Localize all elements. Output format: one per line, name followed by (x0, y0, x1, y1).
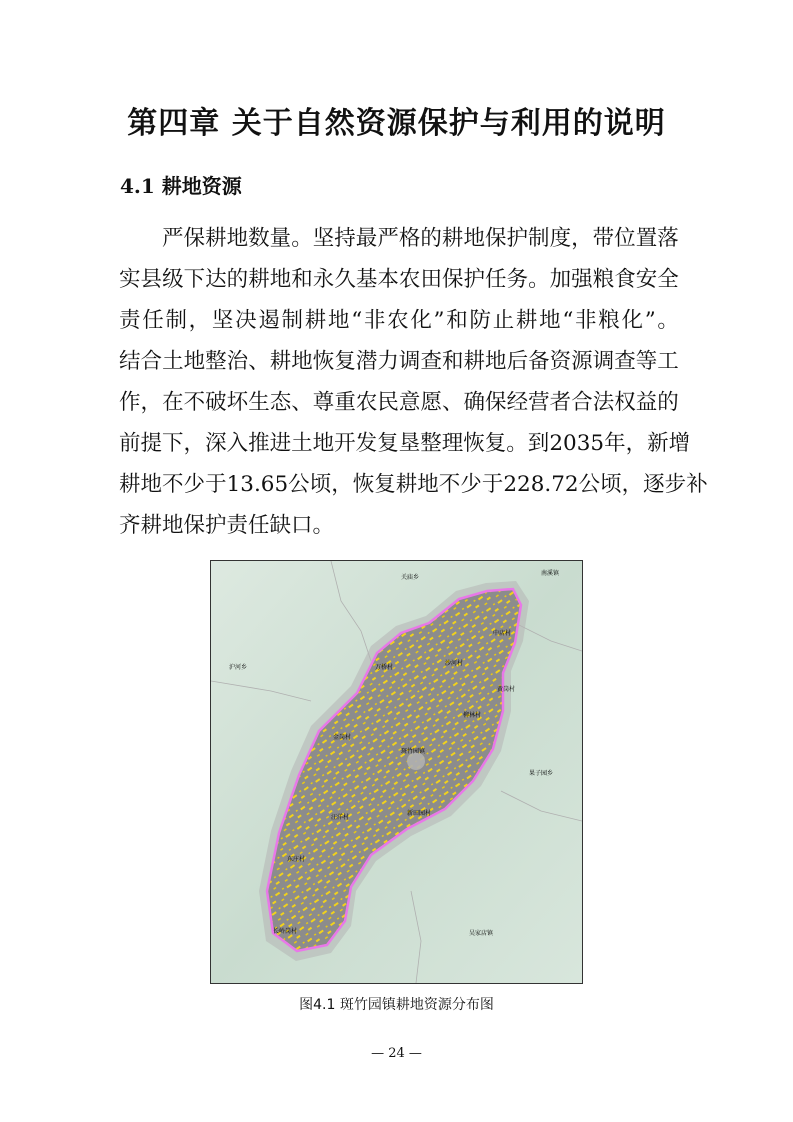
map-label-town-center: 斑竹园镇 (401, 748, 426, 755)
paragraph-line: 作 ， 在 不 破 坏 生 态 、 尊 重 农 民 意 愿 、 确 保 经 营 者 合 法 权 益 的 (119, 390, 679, 415)
paragraph-line: 责 任 制 ， 坚 决 遏 制 耕 地 “ 非 农 化 ” 和 防 止 耕 地 “ 非 粮 化 ” 。 (119, 308, 679, 333)
map-label-village: 沙河村 (445, 660, 464, 667)
map-label-west-township: 沪河乡 (229, 664, 248, 671)
page-number: — 24 — (371, 1046, 422, 1061)
map-graphic (211, 561, 582, 983)
paragraph-line: 实 县 级 下 达 的 耕 地 和 永 久 基 本 农 田 保 护 任 务 。 加 强 粮 食 安 全 (119, 267, 679, 292)
map-label-south-town: 吴家店镇 (469, 930, 494, 937)
map-label-village: 东庄村 (287, 856, 306, 863)
paragraph-line: 严 保 耕 地 数 量 。 坚 持 最 严 格 的 耕 地 保 护 制 度 ， 带 位 置 落 (162, 226, 679, 251)
figure-caption: 图4.1 斑竹园镇耕地资源分布图 (299, 997, 494, 1013)
map-label-village: 万桥村 (375, 664, 394, 671)
map-label-village: 新田园村 (407, 810, 432, 817)
map-label-north-township: 关庙乡 (401, 574, 420, 581)
map-label-village: 汪洋村 (331, 814, 350, 821)
map-label-village: 长岭岗村 (273, 928, 298, 935)
map-label-village: 黄岗村 (497, 686, 516, 693)
map-label-northeast-town: 南溪镇 (541, 570, 560, 577)
paragraph-line: 前 提 下 ， 深 入 推 进 土 地 开 发 复 垦 整 理 恢 复 。 到 2 0 3 5 年 ， 新 增 (119, 431, 691, 456)
map-label-village: 中店村 (493, 630, 512, 637)
map-label-east-township: 果子园乡 (529, 770, 554, 777)
paragraph-line: 结 合 土 地 整 治 、 耕 地 恢 复 潜 力 调 查 和 耕 地 后 备 资 源 调 查 等 工 (119, 349, 679, 374)
map-label-village: 金岗村 (333, 734, 352, 741)
section-heading: 4.1 耕地资源 (120, 174, 242, 198)
cropland-distribution-map (210, 560, 583, 984)
chapter-title: 第四章 关于自然资源保护与利用的说明 (127, 106, 666, 141)
paragraph-line: 齐耕地保护责任缺口。 (119, 513, 335, 538)
map-label-village: 柳林村 (463, 712, 482, 719)
paragraph-line: 耕 地 不 少 于 1 3 . 6 5 公 顷 ， 恢 复 耕 地 不 少 于 2 2 8 . 7 2 公 顷 ， 逐 步 补 (119, 472, 708, 497)
paragraph (119, 218, 708, 546)
